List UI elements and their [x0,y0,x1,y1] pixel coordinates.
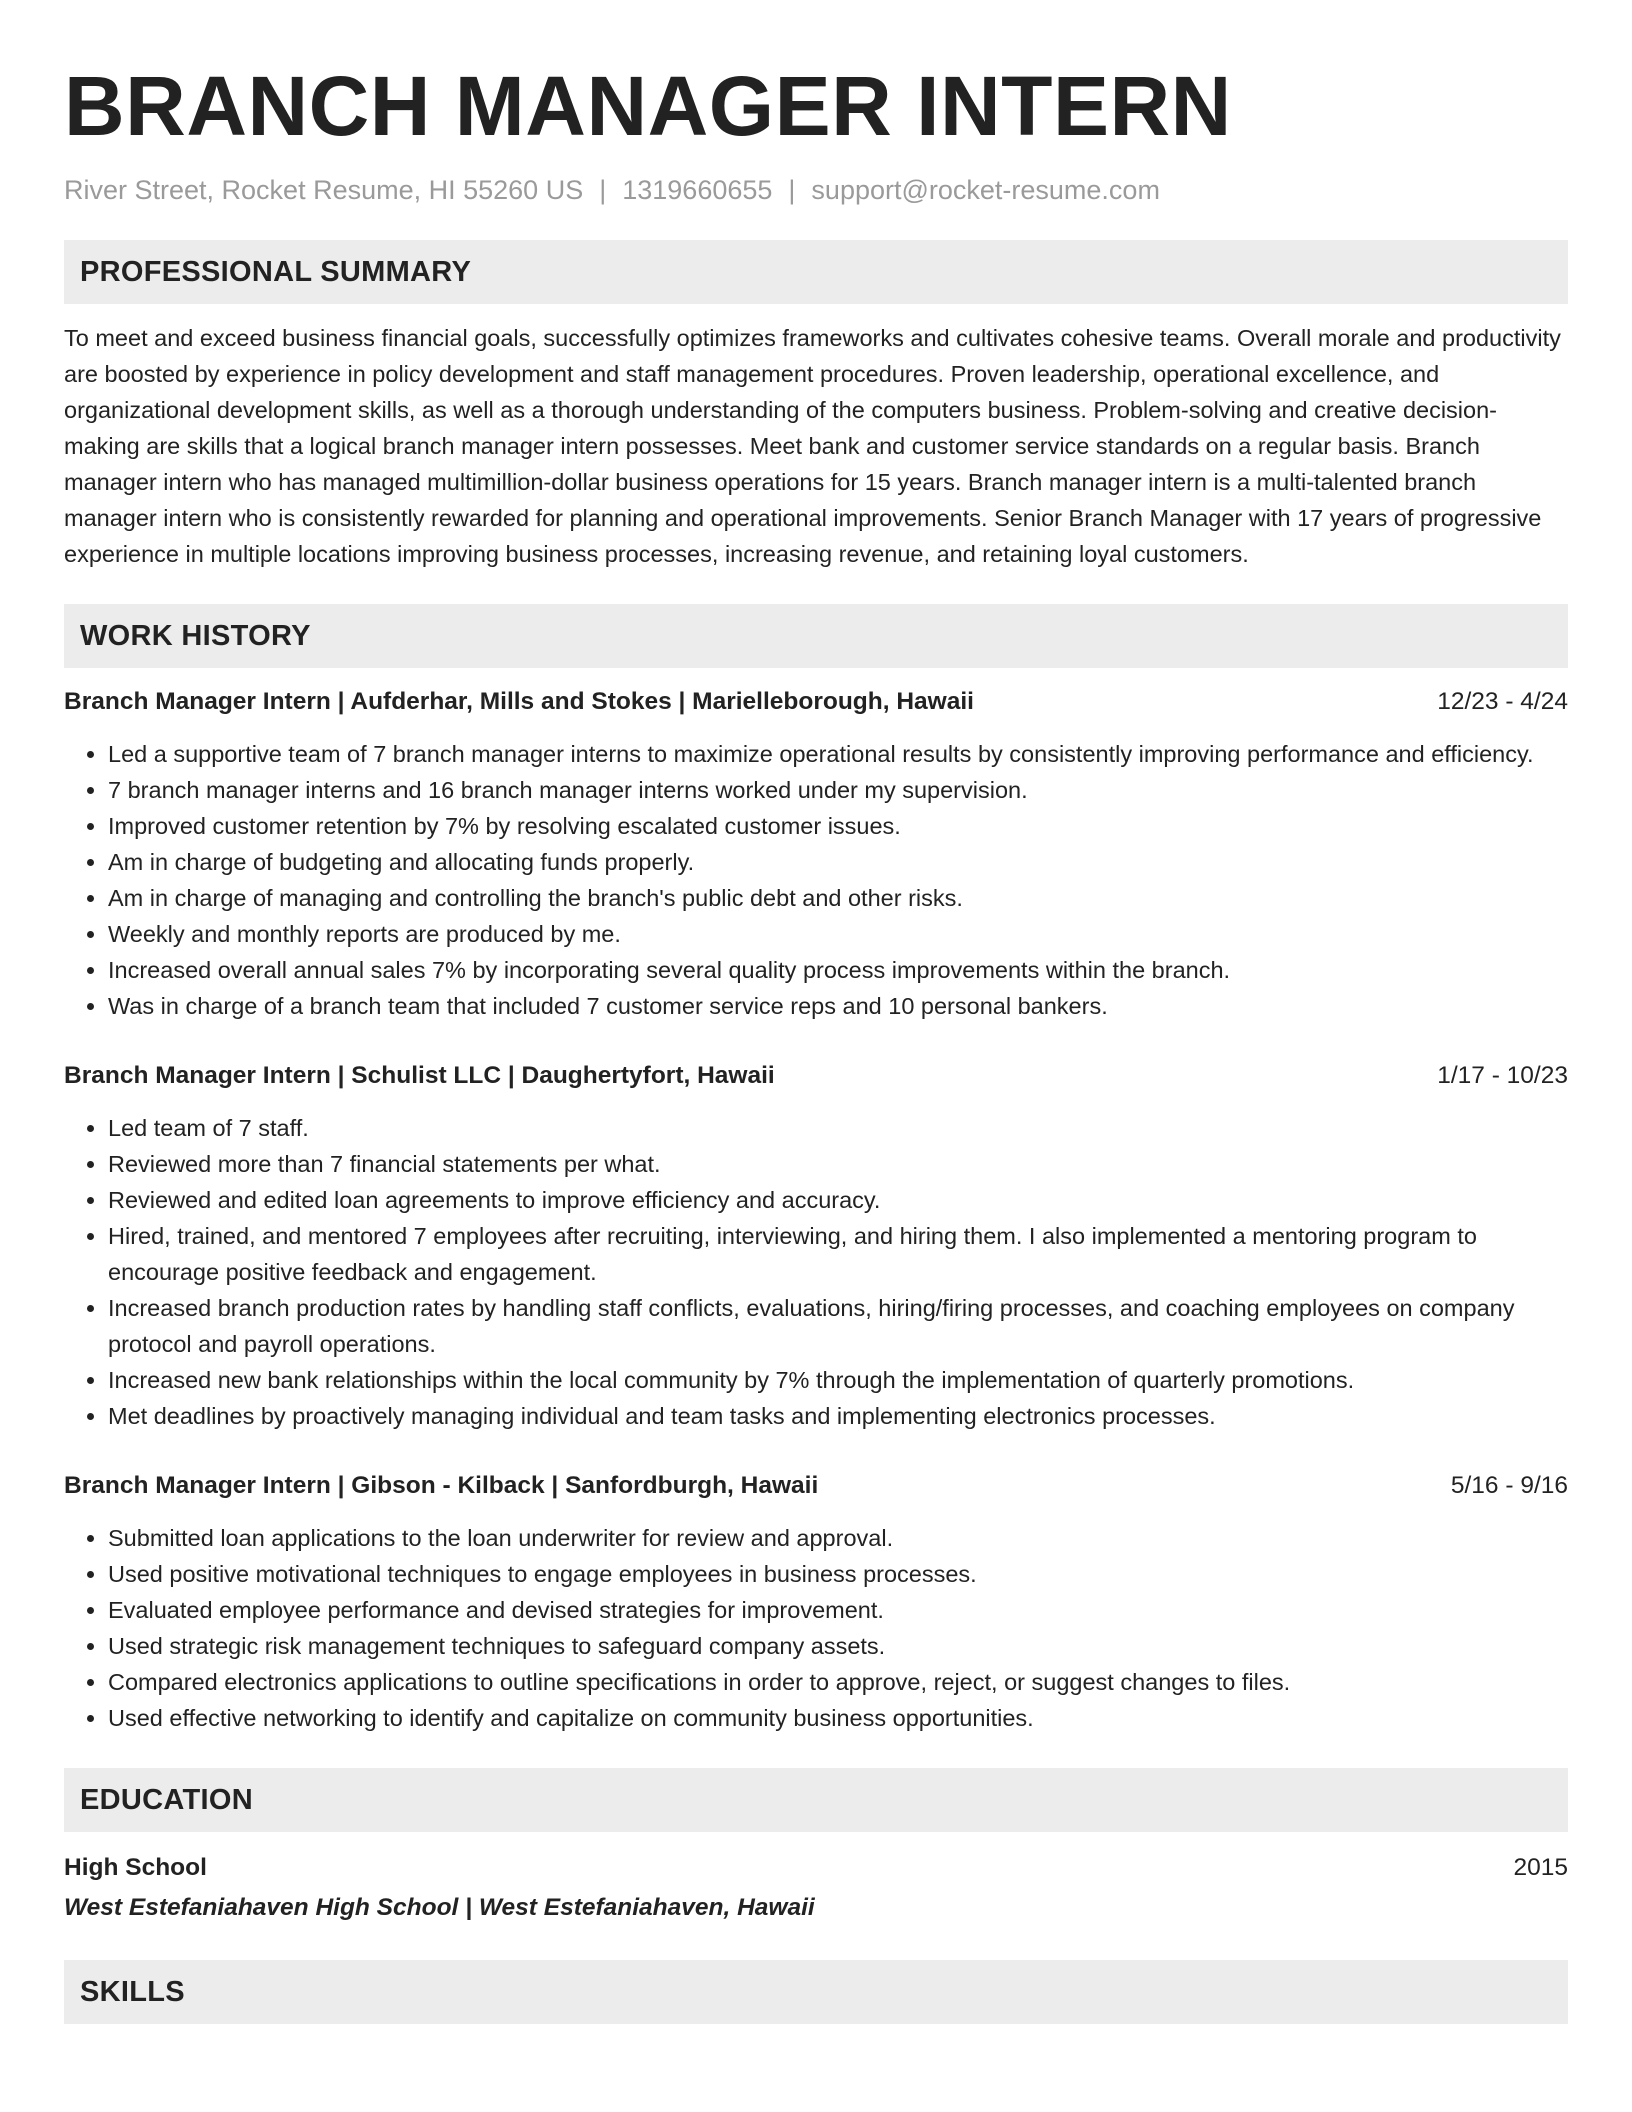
job-bullet: • Used positive motivational techniques to engage employees in business processes. [108,1556,1568,1592]
job-bullets [64,1110,1568,1434]
job-bullet: • Am in charge of managing and controlling the branch's public debt and other risks. [108,880,1568,916]
contact-line [64,172,1568,208]
job-title: Branch Manager Intern | Schulist LLC | Daughertyfort, Hawaii [64,1062,775,1089]
job-bullet: • Weekly and monthly reports are produced by me. [108,916,1568,952]
job-entry [64,1468,1568,1736]
education-heading: EDUCATION [80,1783,253,1816]
contact-email: support@rocket-resume.com [811,175,1160,205]
contact-phone: 1319660655 [622,175,773,205]
job-bullet: • Increased branch production rates by handling staff conflicts, evaluations, hiring/firing processes, and coaching employees on company protocol and payroll operations. [108,1290,1568,1362]
job-bullet: • Led team of 7 staff. [108,1110,1568,1146]
skills-section-header [64,1960,1568,2024]
job-bullet: • Am in charge of budgeting and allocating funds properly. [108,844,1568,880]
education-entry [64,1848,1568,1928]
job-bullet: • Was in charge of a branch team that included 7 customer service reps and 10 personal bankers. [108,988,1568,1024]
job-dates: 1/17 - 10/23 [1437,1062,1568,1089]
job-bullet: • Used strategic risk management techniques to safeguard company assets. [108,1628,1568,1664]
education-header [64,1848,1568,1888]
job-title: Branch Manager Intern | Gibson - Kilback | Sanfordburgh, Hawaii [64,1472,819,1499]
job-bullet: • Reviewed more than 7 financial statements per what. [108,1146,1568,1182]
job-title: Branch Manager Intern | Aufderhar, Mills and Stokes | Marielleborough, Hawaii [64,688,974,715]
job-bullet: • Evaluated employee performance and devised strategies for improvement. [108,1592,1568,1628]
job-bullet: • Submitted loan applications to the loan underwriter for review and approval. [108,1520,1568,1556]
job-header [64,684,1568,720]
work-heading: WORK HISTORY [80,619,311,652]
candidate-name: BRANCH MANAGER INTERN [64,59,1232,153]
job-bullet: • Increased new bank relationships within the local community by 7% through the implementation of quarterly promotions. [108,1362,1568,1398]
job-bullet: • Used effective networking to identify and capitalize on community business opportunities. [108,1700,1568,1736]
summary-heading: PROFESSIONAL SUMMARY [80,255,472,288]
job-header [64,1058,1568,1094]
job-bullet: • Improved customer retention by 7% by resolving escalated customer issues. [108,808,1568,844]
job-bullet: • 7 branch manager interns and 16 branch manager interns worked under my supervision. [108,772,1568,808]
job-header [64,1468,1568,1504]
summary-section-header [64,240,1568,304]
education-school: West Estefaniahaven High School | West Estefaniahaven, Hawaii [64,1894,815,1921]
job-entry [64,1058,1568,1434]
skills-heading: SKILLS [80,1975,185,2008]
education-degree: High School [64,1854,207,1881]
contact-separator: | [788,175,796,205]
job-dates: 5/16 - 9/16 [1450,1472,1568,1499]
job-bullet: • Led a supportive team of 7 branch manager interns to maximize operational results by consistently improving performance and efficiency. [108,736,1568,772]
job-entry [64,684,1568,1024]
job-bullet: • Hired, trained, and mentored 7 employees after recruiting, interviewing, and hiring them. I also implemented a mentoring program to encourage positive feedback and engagement. [108,1218,1568,1290]
job-bullet: • Increased overall annual sales 7% by incorporating several quality process improvements within the branch. [108,952,1568,988]
education-year: 2015 [1513,1854,1568,1881]
education-section-header [64,1768,1568,1832]
job-bullet: • Compared electronics applications to outline specifications in order to approve, reject, or suggest changes to files. [108,1664,1568,1700]
job-bullet: • Met deadlines by proactively managing individual and team tasks and implementing electronics processes. [108,1398,1568,1434]
job-bullet: • Reviewed and edited loan agreements to improve efficiency and accuracy. [108,1182,1568,1218]
contact-separator: | [599,175,607,205]
job-bullets [64,736,1568,1024]
work-section-header [64,604,1568,668]
summary-text: To meet and exceed business financial goals, successfully optimizes frameworks and cultivates cohesive teams. Overall morale and productivity are boosted by experience in policy development and staff management procedures. Proven leadership, operational excellence, and organizational development skills, as well as a thorough understanding of the computers business. Problem-solving and creative decision-making are skills that a logical branch manager intern possesses. Meet bank and customer service standards on a regular basis. Branch manager intern who has managed multimillion-dollar business operations for 15 years. Branch manager intern is a multi-talented branch manager intern who is consistently rewarded for planning and operational improvements. Senior Branch Manager with 17 years of progressive experience in multiple locations improving business processes, increasing revenue, and retaining loyal customers. [64,325,1561,567]
contact-address: River Street, Rocket Resume, HI 55260 US [64,175,584,205]
job-dates: 12/23 - 4/24 [1437,688,1568,715]
job-bullets [64,1520,1568,1736]
